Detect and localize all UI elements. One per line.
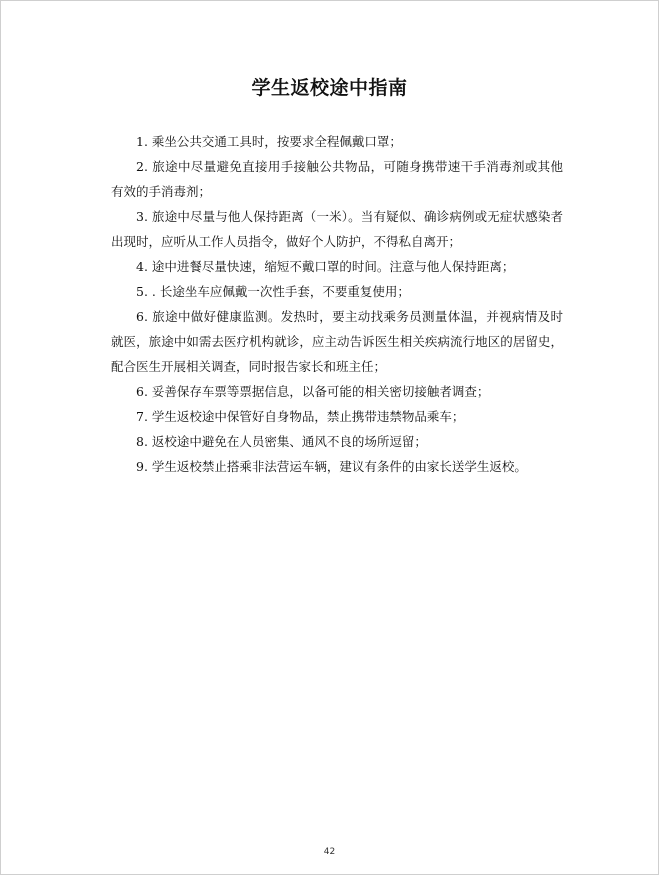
- list-item: 4. 途中进餐尽量快速，缩短不戴口罩的时间。注意与他人保持距离；: [136, 259, 515, 274]
- list-item: 8. 返校途中避免在人员密集、通风不良的场所逗留；: [136, 434, 427, 449]
- list-item: 7. 学生返校途中保管好自身物品，禁止携带违禁物品乘车；: [136, 409, 465, 424]
- page-title: 学生返校途中指南: [251, 77, 408, 99]
- list-item: 1. 乘坐公共交通工具时，按要求全程佩戴口罩；: [136, 134, 402, 149]
- guideline-list: [111, 129, 563, 479]
- page-number: 42: [323, 847, 336, 857]
- list-item: 6. 妥善保存车票等票据信息，以备可能的相关密切接触者调查；: [136, 384, 490, 399]
- list-item: 5. . 长途坐车应佩戴一次性手套，不要重复使用；: [136, 284, 410, 299]
- list-item: 9. 学生返校禁止搭乘非法营运车辆，建议有条件的由家长送学生返校。: [136, 459, 527, 474]
- list-item: 2. 旅途中尽量避免直接用手接触公共物品，可随身携带速干手消毒剂或其他有效的手消毒剂；: [111, 159, 563, 199]
- list-item: 6. 旅途中做好健康监测。发热时，要主动找乘务员测量体温，并视病情及时就医，旅途中如需去医疗机构就诊，应主动告诉医生相关疾病流行地区的居留史，配合医生开展相关调查，同时报告家长和班主任；: [111, 309, 563, 374]
- list-item: 3. 旅途中尽量与他人保持距离（一米）。当有疑似、确诊病例或无症状感染者出现时，应听从工作人员指令，做好个人防护，不得私自离开；: [111, 209, 563, 249]
